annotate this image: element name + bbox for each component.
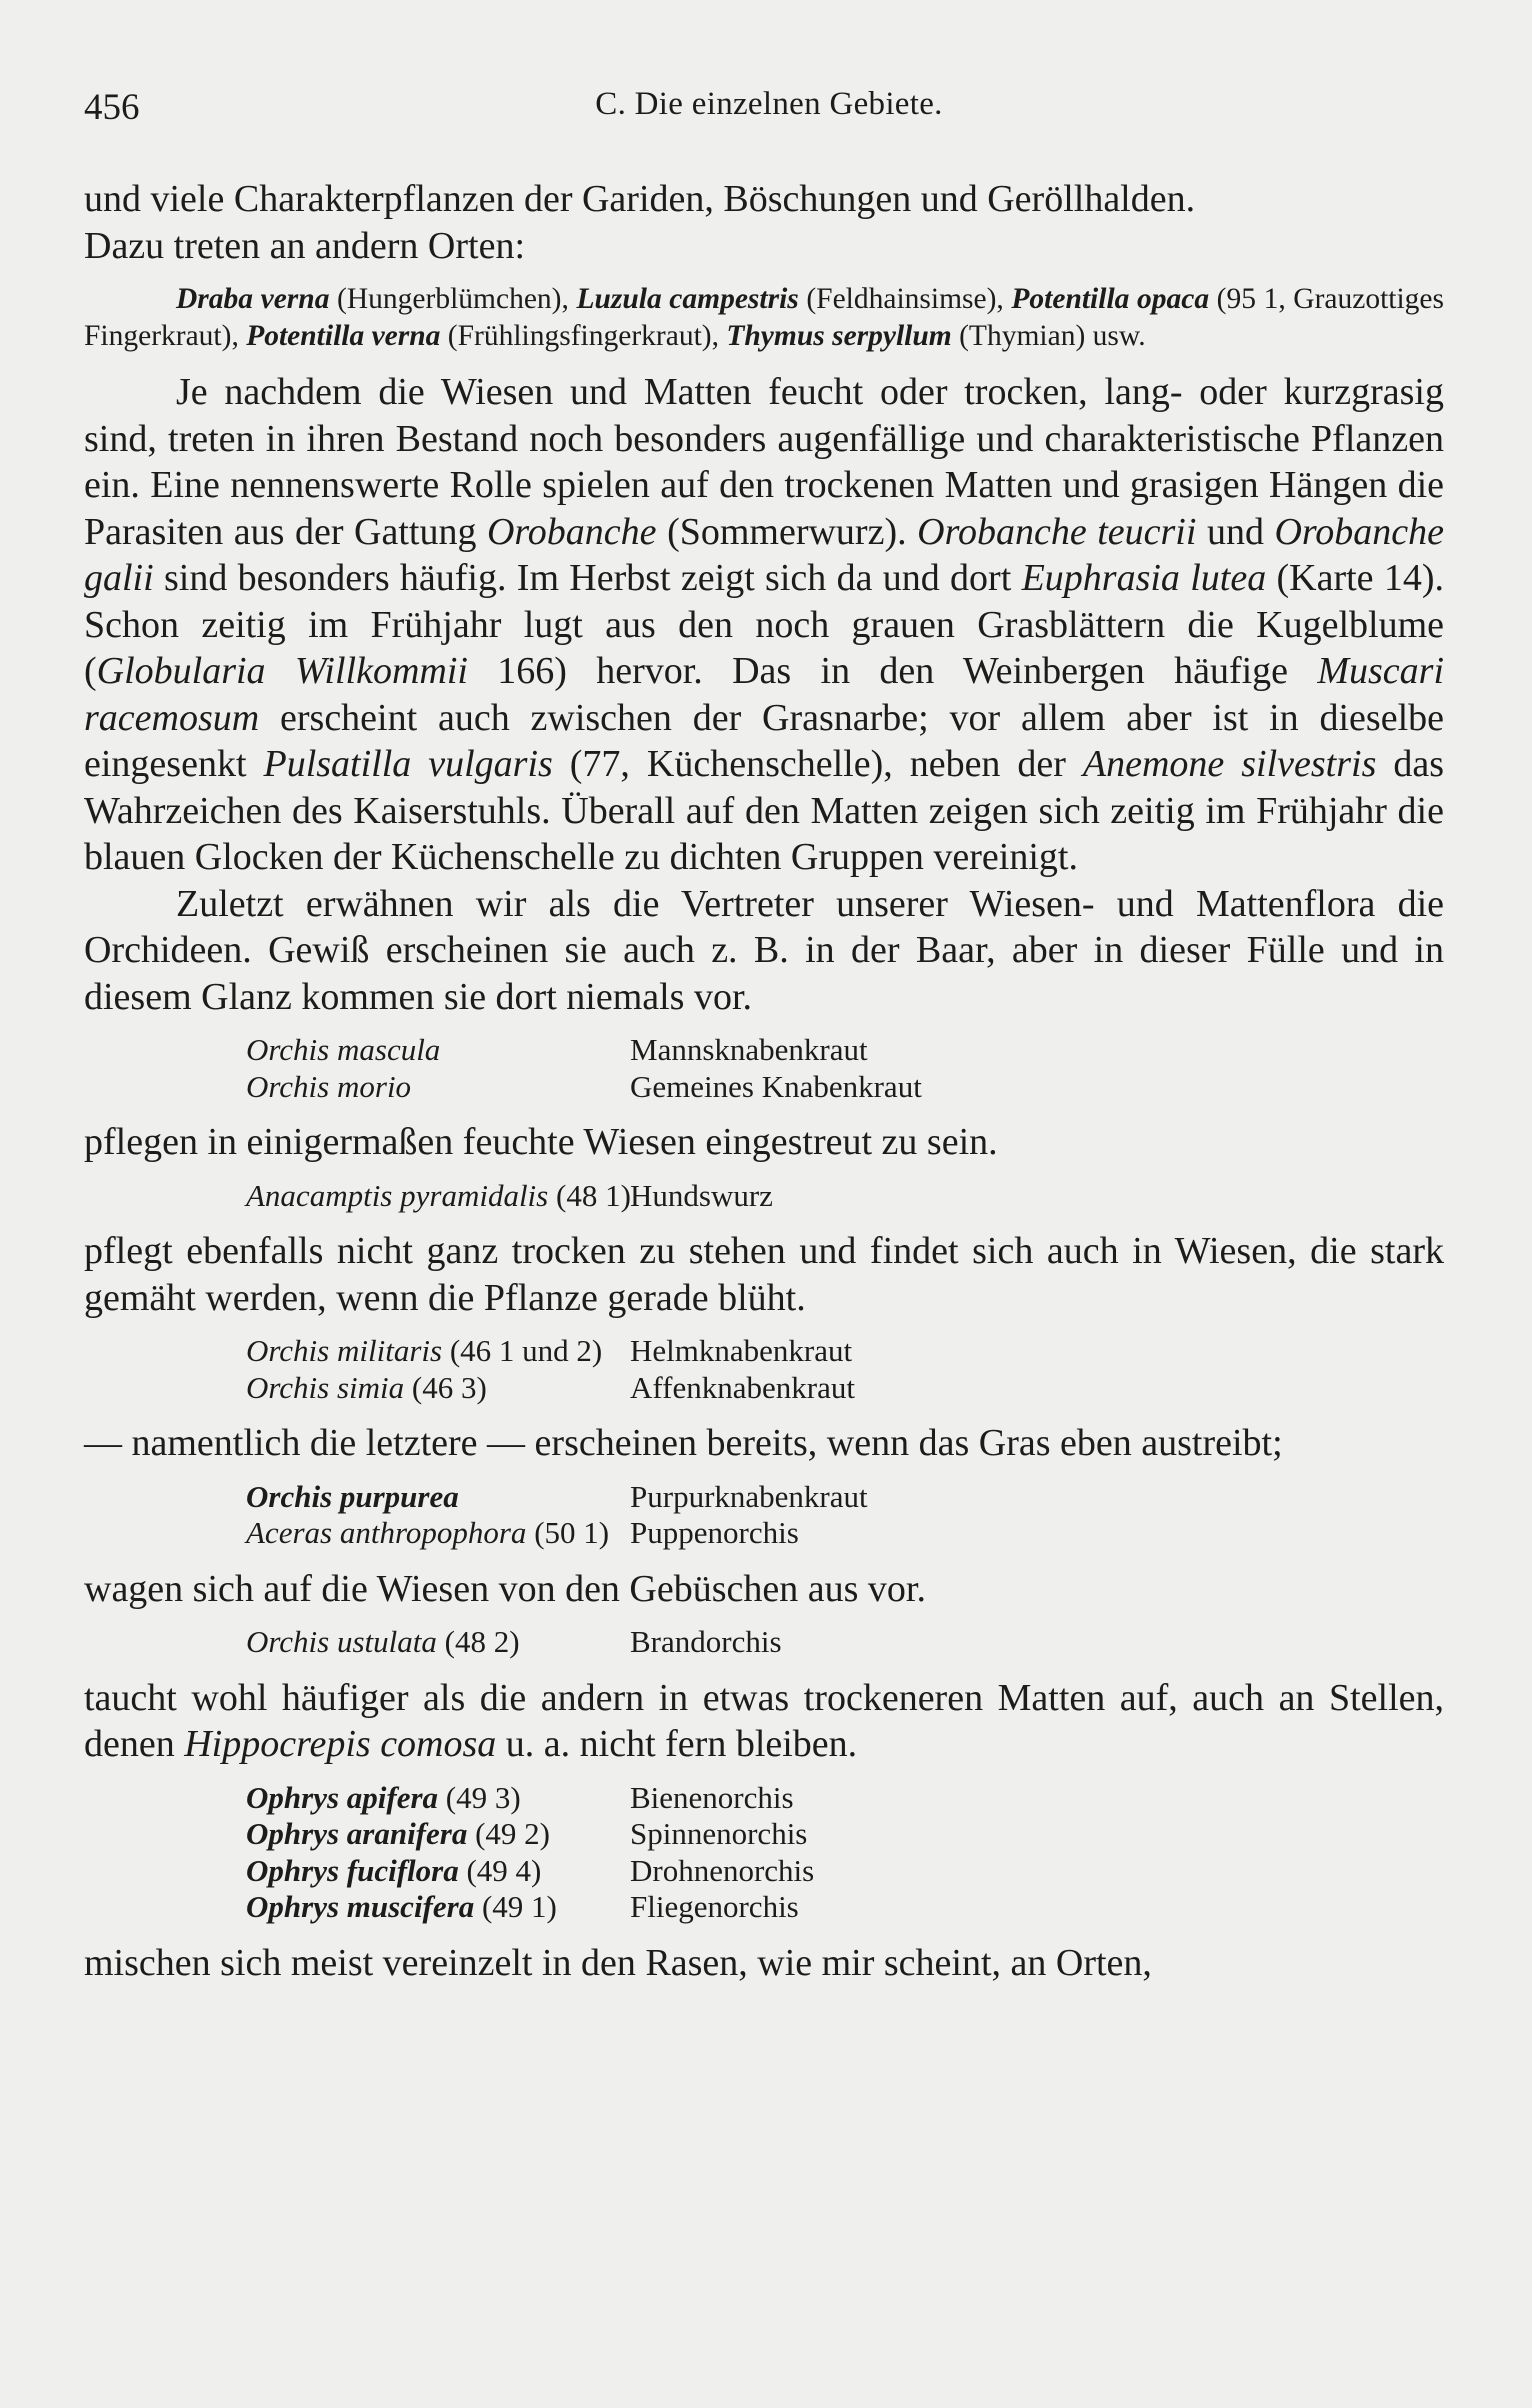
common-name: (Frühlingsfingerkraut), <box>440 320 727 352</box>
intro-line-1: und viele Charakterpflanzen der Gariden, Böschungen und Geröllhalden. <box>84 178 1196 220</box>
species-paragraph <box>84 281 1444 355</box>
text-run: und <box>1196 510 1275 553</box>
common-name: Gemeines Knabenkraut <box>630 1068 922 1104</box>
species-list-5 <box>84 1624 1444 1661</box>
common-name: Bienenorchis <box>630 1779 794 1815</box>
figure-ref: (46 3) <box>404 1369 487 1405</box>
common-name: Purpurknabenkraut <box>630 1478 868 1514</box>
species-name: Pulsatilla vulgaris <box>263 743 553 785</box>
figure-ref: (49 4) <box>458 1852 542 1888</box>
running-title: C. Die einzelnen Gebiete. <box>595 86 943 122</box>
common-name: Helmknabenkraut <box>630 1333 853 1368</box>
figure-ref: (48 1) <box>548 1177 631 1213</box>
text-run: taucht wohl häufiger als die andern in etwas trockeneren Matten auf, auch an Stellen, denen <box>84 1676 1444 1765</box>
text-run: sind besonders häufig. Im Herbst zeigt sich da und dort <box>153 557 1022 599</box>
figure-ref: (49 2) <box>467 1816 550 1851</box>
species-name: Orchis simia <box>246 1369 405 1405</box>
list-item <box>84 1780 1444 1817</box>
text-run: u. a. nicht fern bleiben. <box>496 1723 858 1765</box>
text-after-list-2: pflegt ebenfalls nicht ganz trocken zu stehen und findet sich auch in Wiesen, die stark gemäht werden, wenn die Pflanze gerade blüht. <box>84 1230 1444 1319</box>
list-item <box>84 1178 1444 1215</box>
list-item <box>84 1853 1444 1890</box>
species-name: Orchis militaris <box>246 1333 443 1368</box>
common-name: (Thymian) usw. <box>951 320 1146 352</box>
text-run: (Karte 14). Schon zeitig im Frühjahr lugt aus den noch grauen Grasblättern die Kugelblume ( <box>84 557 1445 692</box>
list-item <box>84 1479 1444 1516</box>
text-after-list-5 <box>84 1675 1444 1768</box>
common-name: Brandorchis <box>630 1624 782 1659</box>
page-header <box>84 86 1454 136</box>
list-item <box>84 1069 1444 1106</box>
species-name: Thymus serpyllum <box>726 320 952 352</box>
species-name: Muscari racemosum <box>84 650 1444 739</box>
species-list-3 <box>84 1333 1444 1406</box>
text-after-list-6: mischen sich meist vereinzelt in den Rasen, wie mir scheint, an Orten, <box>84 1941 1152 1984</box>
common-name: Puppenorchis <box>630 1515 799 1550</box>
common-name: Affenknabenkraut <box>630 1369 855 1405</box>
text-run: 166) hervor. Das in den Weinbergen häufige <box>467 650 1318 692</box>
species-name: Orchis purpurea <box>246 1478 459 1514</box>
paragraph-orchids: Zuletzt erwähnen wir als die Vertreter unserer Wiesen- und Mattenflora die Orchideen. Gewiß erscheinen sie auch z. B. in der Baar, aber in dieser Fülle und in diesem Glanz kommen sie dort niemals vor. <box>84 882 1444 1018</box>
species-name: Orchis morio <box>246 1068 412 1104</box>
common-name: Hundswurz <box>630 1177 773 1213</box>
common-name: Drohnenorchis <box>630 1852 815 1888</box>
species-name: Ophrys muscifera <box>246 1889 475 1924</box>
species-name: Hippocrepis comosa <box>184 1723 497 1765</box>
species-name: Ophrys aranifera <box>246 1816 468 1851</box>
figure-ref: (48 2) <box>436 1624 520 1659</box>
figure-ref: (46 1 und 2) <box>442 1333 603 1368</box>
common-name: Fliegenorchis <box>630 1889 799 1924</box>
species-list-6 <box>84 1780 1444 1926</box>
paragraph-meadows <box>84 369 1444 881</box>
species-name: Euphrasia lutea <box>1021 557 1267 599</box>
text-run: erscheint auch zwischen der Grasnarbe; vor allem aber ist in dieselbe eingesenkt <box>84 696 1444 785</box>
list-item <box>84 1032 1444 1069</box>
list-item <box>84 1624 1444 1661</box>
species-name: Orchis mascula <box>246 1032 441 1067</box>
text-after-list-4: wagen sich auf die Wiesen von den Gebüschen aus vor. <box>84 1567 926 1610</box>
species-name: Orchis ustulata <box>246 1624 437 1659</box>
species-name: Potentilla verna <box>246 320 441 352</box>
figure-ref: (50 1) <box>526 1515 610 1550</box>
species-name: Aceras anthropophora <box>246 1515 527 1550</box>
figure-ref: (49 3) <box>438 1779 521 1815</box>
species-name: Luzula campestris <box>576 283 799 315</box>
species-name: Orobanche teucrii <box>917 510 1197 553</box>
species-name: Globularia Willkommii <box>96 650 468 692</box>
species-name: Ophrys fuciflora <box>246 1852 459 1888</box>
text-run: (77, Küchenschelle), neben der <box>552 743 1083 785</box>
common-name: Mannsknabenkraut <box>630 1032 868 1067</box>
species-list-1 <box>84 1032 1444 1105</box>
species-name: Anemone silvestris <box>1082 743 1377 785</box>
common-name: (Hungerblümchen), <box>329 283 577 315</box>
list-item <box>84 1333 1444 1370</box>
list-item <box>84 1816 1444 1853</box>
text-run: (Sommerwurz). <box>656 510 918 553</box>
species-name: Draba verna <box>176 283 330 315</box>
text-run: Je nachdem die Wiesen und Matten feucht oder trocken, lang- oder kurzgrasig sind, treten in ihren Bestand noch besonders augenfällige und charakteristische Pflanzen ein. Eine nennenswerte Rolle spielen auf den trockenen Matten und grasigen Hängen die Parasiten aus der Gattung <box>84 371 1444 553</box>
species-name: Anacamptis pyramidalis <box>246 1177 549 1213</box>
list-item <box>84 1889 1444 1926</box>
page-number: 456 <box>84 87 140 128</box>
species-list-2 <box>84 1178 1444 1215</box>
common-name: (Feldhainsimse), <box>798 283 1012 315</box>
intro-line-2: Dazu treten an andern Orten: <box>84 224 526 267</box>
species-name: Ophrys apifera <box>246 1779 439 1815</box>
figure-ref: (49 1) <box>474 1889 557 1924</box>
species-name: Orobanche galii <box>84 510 1445 599</box>
list-item <box>84 1370 1444 1407</box>
species-name: Potentilla opaca <box>1011 283 1210 315</box>
text-after-list-3: — namentlich die letztere — erscheinen bereits, wenn das Gras eben austreibt; <box>84 1422 1283 1464</box>
species-name: Orobanche <box>486 510 657 553</box>
text-after-list-1: pflegen in einigermaßen feuchte Wiesen eingestreut zu sein. <box>84 1121 998 1163</box>
common-name: (95 1, Grauzottiges Fingerkraut), <box>84 283 1445 352</box>
common-name: Spinnenorchis <box>630 1816 808 1851</box>
text-run: das Wahrzeichen des Kaiserstuhls. Überall auf den Matten zeigen sich zeitig im Frühjahr die blauen Glocken der Küchenschelle zu dichten Gruppen vereinigt. <box>84 743 1444 878</box>
species-list-4 <box>84 1479 1444 1552</box>
list-item <box>84 1515 1444 1552</box>
page-body <box>84 176 1444 1986</box>
